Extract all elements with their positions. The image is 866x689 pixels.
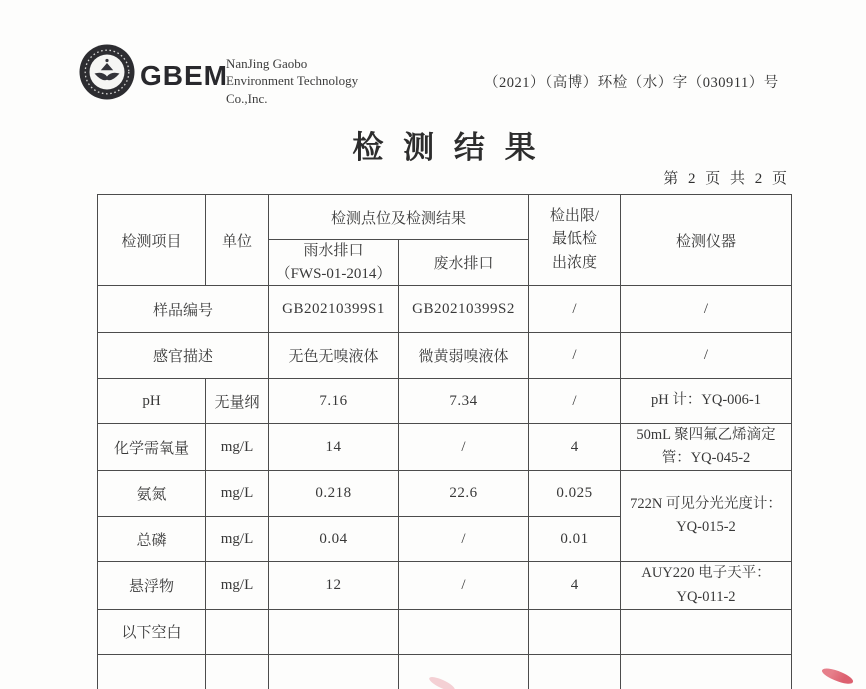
cod-waste-value: /	[399, 424, 529, 471]
phosphorus-waste-value: /	[399, 517, 529, 562]
detection-limit-line-2: 最低检	[552, 231, 598, 248]
phosphorus-limit-value: 0.01	[529, 517, 621, 562]
red-stamp-mark	[820, 665, 854, 687]
row-suspended-solids	[98, 562, 792, 609]
sensory-instrument-value: /	[621, 333, 792, 379]
empty-cell	[206, 654, 269, 689]
company-logo-text: GBEM	[140, 60, 228, 91]
company-name-line-3: Co.,Inc.	[226, 90, 268, 106]
empty-cell	[269, 654, 399, 689]
sensory-label: 感官描述	[98, 333, 269, 379]
empty-cell	[621, 654, 792, 689]
document-number: （2021）（高博）环检（水）字（030911）号	[484, 75, 779, 91]
sensory-rain-value: 无色无嗅液体	[269, 333, 399, 379]
phosphorus-unit: mg/L	[206, 517, 269, 562]
ph-instrument-value: pH 计：YQ-006-1	[621, 379, 792, 424]
spectrophotometer-line-1: 722N 可见分光光度计：	[630, 496, 782, 513]
header-cell-unit: 单位	[206, 195, 269, 286]
header-cell-item: 检测项目	[98, 195, 206, 286]
cod-instrument-line-2: 管：YQ-045-2	[661, 450, 751, 467]
balance-line-2: YQ-011-2	[676, 588, 736, 605]
sample-id-instrument-value: /	[621, 286, 792, 333]
detection-limit-line-1: 检出限/	[549, 208, 600, 225]
page-number-info: 第 2 页 共 2 页	[663, 171, 790, 187]
header-cell-points-group: 检测点位及检测结果	[269, 195, 529, 240]
empty-cell	[529, 609, 621, 654]
empty-cell	[269, 609, 399, 654]
balance-line-1: AUY220 电子天平：	[641, 565, 771, 582]
detection-limit-line-3: 出浓度	[552, 254, 598, 271]
cod-rain-value: 14	[269, 424, 399, 471]
header-cell-waste-outlet: 废水排口	[399, 240, 529, 286]
suspended-limit-value: 4	[529, 562, 621, 609]
rain-outlet-line-2: （FWS-01-2014）	[275, 265, 392, 282]
header-cell-instrument: 检测仪器	[621, 195, 792, 286]
phosphorus-label: 总磷	[98, 517, 206, 562]
sample-id-rain-value: GB20210399S1	[269, 286, 399, 333]
row-sensory	[98, 333, 792, 379]
company-name	[226, 55, 358, 107]
suspended-label: 悬浮物	[98, 562, 206, 609]
ph-unit: 无量纲	[206, 379, 269, 424]
sample-id-label: 样品编号	[98, 286, 269, 333]
sample-id-limit-value: /	[529, 286, 621, 333]
ammonia-waste-value: 22.6	[399, 471, 529, 517]
header-cell-rain-outlet	[269, 240, 399, 286]
ph-waste-value: 7.34	[399, 379, 529, 424]
empty-cell	[621, 609, 792, 654]
company-name-line-1: NanJing Gaobo	[226, 56, 308, 71]
header-cell-detection-limit	[529, 195, 621, 286]
blank-below-label: 以下空白	[98, 609, 206, 654]
company-name-line-2: Environment Technology	[226, 73, 359, 89]
results-table	[97, 194, 792, 689]
cod-instrument-value	[621, 424, 792, 471]
ammonia-label: 氨氮	[98, 471, 206, 517]
row-ph	[98, 379, 792, 424]
spectrophotometer-line-2: YQ-015-2	[676, 519, 736, 536]
suspended-unit: mg/L	[206, 562, 269, 609]
company-seal-icon	[78, 43, 136, 101]
ammonia-rain-value: 0.218	[269, 471, 399, 517]
empty-cell	[399, 609, 529, 654]
header-row-1	[98, 195, 792, 240]
cod-limit-value: 4	[529, 424, 621, 471]
ammonia-limit-value: 0.025	[529, 471, 621, 517]
rain-outlet-line-1: 雨水排口	[303, 243, 364, 259]
suspended-waste-value: /	[399, 562, 529, 609]
empty-cell	[206, 609, 269, 654]
row-cod	[98, 424, 792, 471]
ammonia-unit: mg/L	[206, 471, 269, 517]
page-title: 检 测 结 果	[352, 130, 542, 165]
cod-instrument-line-1: 50mL 聚四氟乙烯滴定	[636, 427, 776, 443]
row-ammonia	[98, 471, 792, 517]
cod-unit: mg/L	[206, 424, 269, 471]
phosphorus-rain-value: 0.04	[269, 517, 399, 562]
suspended-instrument-value	[621, 562, 792, 609]
cod-label: 化学需氧量	[98, 424, 206, 471]
empty-cell	[98, 654, 206, 689]
sensory-limit-value: /	[529, 333, 621, 379]
sample-id-waste-value: GB20210399S2	[399, 286, 529, 333]
row-sample-id	[98, 286, 792, 333]
empty-cell	[529, 654, 621, 689]
ph-limit-value: /	[529, 379, 621, 424]
suspended-rain-value: 12	[269, 562, 399, 609]
row-blank-below	[98, 609, 792, 654]
ammonia-phosphorus-instrument-value	[621, 471, 792, 562]
sensory-waste-value: 微黄弱嗅液体	[399, 333, 529, 379]
ph-label: pH	[98, 379, 206, 424]
ph-rain-value: 7.16	[269, 379, 399, 424]
empty-cell	[399, 654, 529, 689]
